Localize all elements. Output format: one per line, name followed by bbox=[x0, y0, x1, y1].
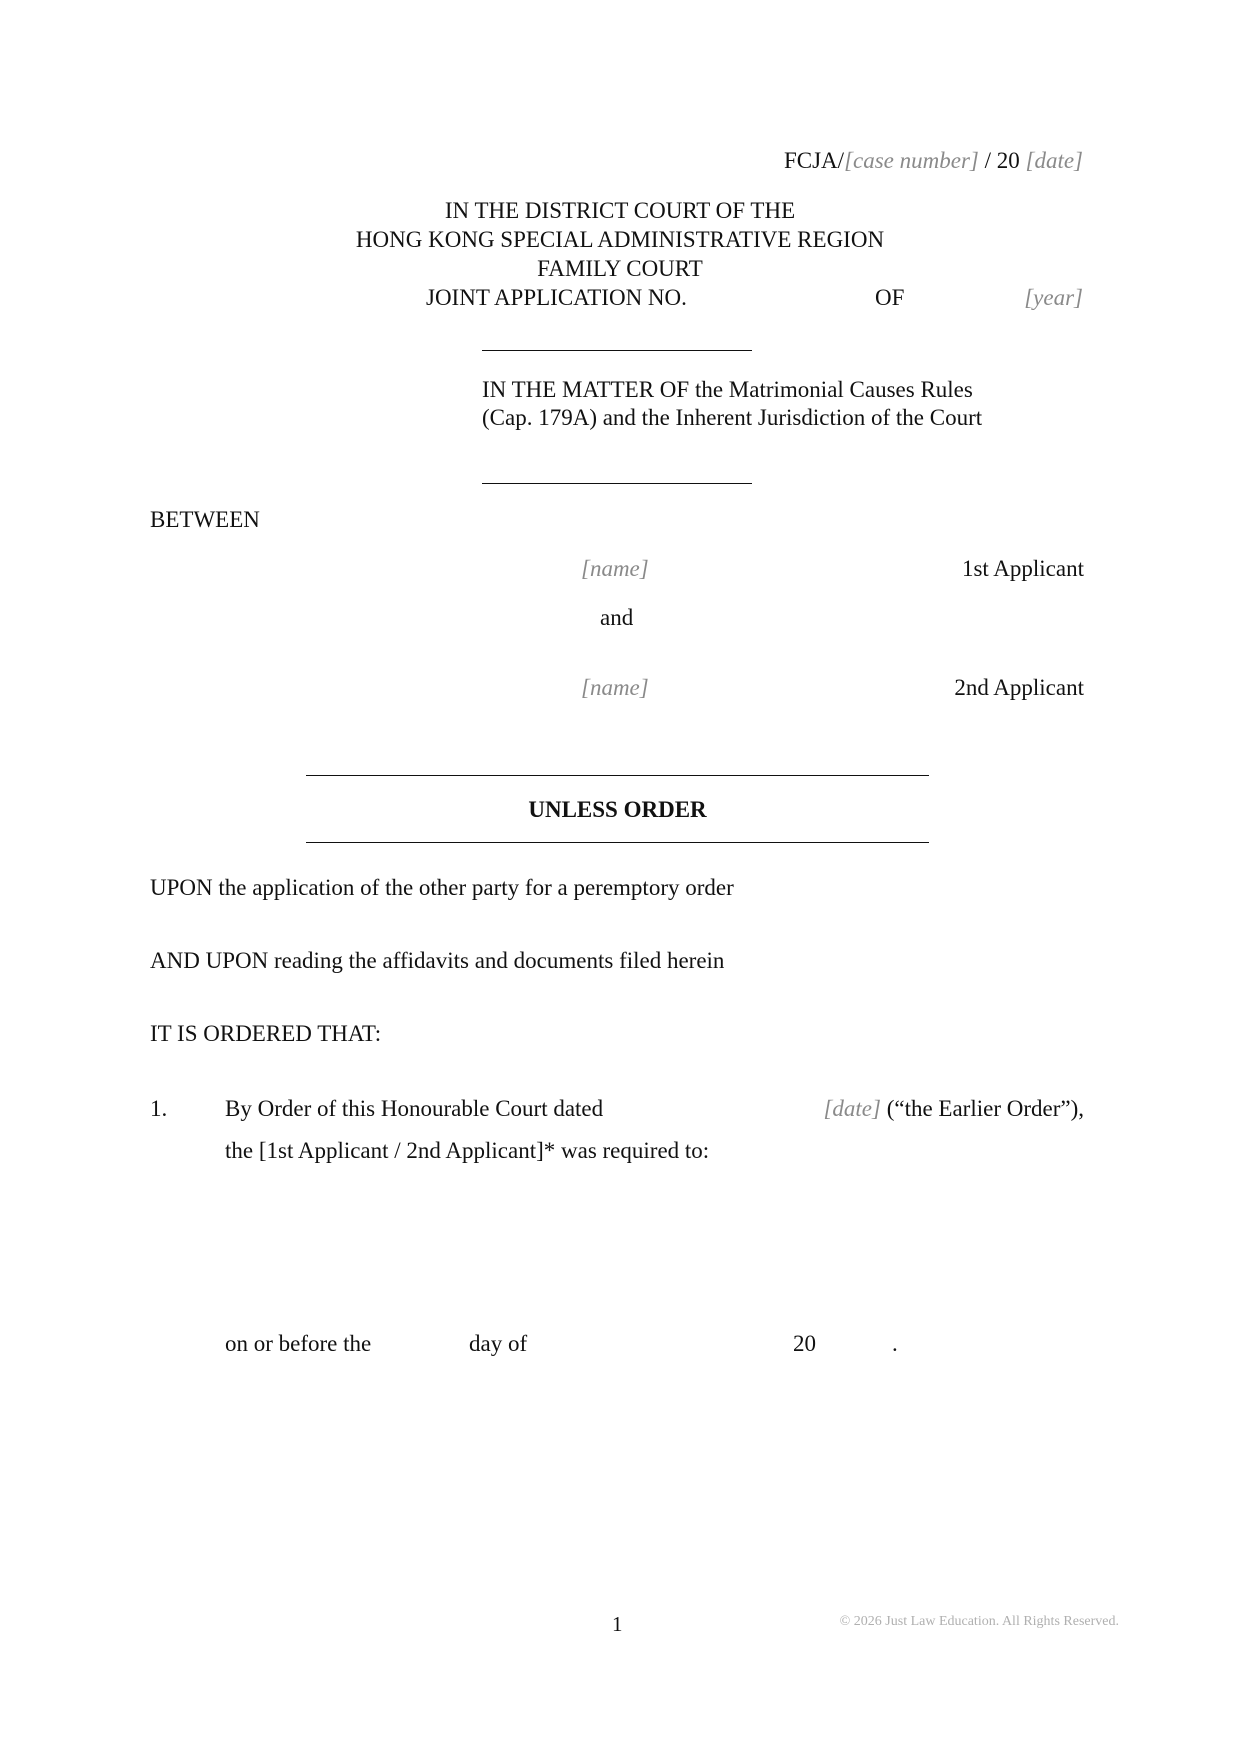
case-ref-separator: / 20 bbox=[978, 148, 1026, 173]
clause1-text-b: (“the Earlier Order”), bbox=[880, 1096, 1084, 1121]
clause1-date-placeholder: [date] bbox=[823, 1096, 881, 1121]
matter-line2: (Cap. 179A) and the Inherent Jurisdiction of the Court bbox=[482, 405, 983, 430]
clause1-text-a: By Order of this Honourable Court dated bbox=[225, 1096, 604, 1121]
divider-short-2 bbox=[482, 483, 752, 484]
case-reference bbox=[784, 148, 1083, 174]
title-rule-top bbox=[306, 775, 929, 776]
joint-application-year-placeholder: [year] bbox=[1024, 285, 1083, 310]
court-heading-line1: IN THE DISTRICT COURT OF THE bbox=[444, 198, 796, 223]
copyright-notice: © 2026 Just Law Education. All Rights Reserved. bbox=[839, 1614, 1119, 1629]
case-date-placeholder: [date] bbox=[1025, 148, 1083, 173]
recital-ordered: IT IS ORDERED THAT: bbox=[150, 1021, 382, 1046]
between-label: BETWEEN bbox=[150, 507, 260, 532]
recital-and-upon: AND UPON reading the affidavits and documents filed herein bbox=[150, 948, 725, 973]
court-heading-line2: HONG KONG SPECIAL ADMINISTRATIVE REGION bbox=[355, 227, 885, 252]
deadline-text-b: day of bbox=[469, 1331, 528, 1356]
clause1-date-line bbox=[823, 1096, 1084, 1122]
divider-short-1 bbox=[482, 350, 752, 351]
joint-application-label: JOINT APPLICATION NO. bbox=[426, 285, 687, 310]
first-applicant-name-placeholder: [name] bbox=[581, 556, 649, 581]
clause1-line2: the [1st Applicant / 2nd Applicant]* was required to: bbox=[225, 1138, 710, 1163]
court-heading-line3: FAMILY COURT bbox=[537, 256, 703, 281]
case-ref-prefix: FCJA/ bbox=[783, 148, 845, 173]
page-number: 1 bbox=[612, 1612, 623, 1636]
joint-application-of: OF bbox=[875, 285, 905, 310]
second-applicant-name-placeholder: [name] bbox=[581, 675, 649, 700]
title-rule-bottom bbox=[306, 842, 929, 843]
recital-upon: UPON the application of the other party for a peremptory order bbox=[150, 875, 734, 900]
first-applicant-role: 1st Applicant bbox=[961, 556, 1084, 581]
and-label: and bbox=[600, 605, 634, 630]
order-title: UNLESS ORDER bbox=[528, 797, 707, 822]
clause1-number: 1. bbox=[150, 1096, 168, 1121]
deadline-text-c: 20 bbox=[793, 1331, 816, 1356]
deadline-text-d: . bbox=[892, 1331, 898, 1356]
case-number-placeholder: [case number] bbox=[844, 148, 979, 173]
matter-line1: IN THE MATTER OF the Matrimonial Causes Rules bbox=[482, 377, 973, 402]
second-applicant-role: 2nd Applicant bbox=[954, 675, 1084, 700]
deadline-text-a: on or before the bbox=[225, 1331, 372, 1356]
